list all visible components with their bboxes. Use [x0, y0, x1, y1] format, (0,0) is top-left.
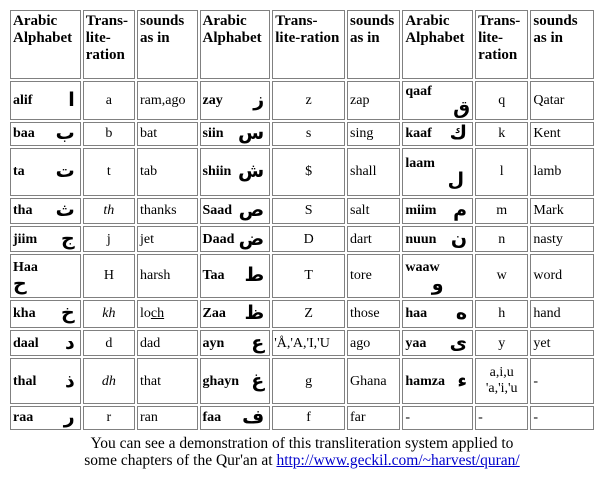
- sound-cell: Kent: [530, 122, 594, 146]
- letter-cell: [200, 226, 271, 252]
- letter-glyph: ظ: [244, 302, 265, 325]
- sound-cell: dart: [347, 226, 400, 252]
- sound-cell: far: [347, 406, 400, 430]
- transliteration-cell: h: [475, 300, 528, 328]
- letter-cell: [402, 358, 473, 404]
- letter-name: laam: [405, 155, 435, 171]
- letter-glyph: د: [64, 331, 75, 354]
- letter-cell: [200, 406, 271, 430]
- letter-cell: [402, 330, 473, 356]
- letter-cell: [402, 226, 473, 252]
- letter-name: tha: [13, 203, 33, 219]
- letter-cell: [402, 254, 473, 298]
- letter-glyph: غ: [251, 369, 265, 392]
- letter-glyph: ج: [61, 227, 75, 250]
- transliteration-cell: T: [272, 254, 345, 298]
- transliteration-cell: -: [475, 406, 528, 430]
- sound-text: lo: [140, 306, 151, 322]
- transliteration-cell: j: [83, 226, 135, 252]
- header-sounds-3: sounds as in: [530, 10, 594, 79]
- sound-cell: dad: [137, 330, 197, 356]
- letter-cell: [200, 358, 271, 404]
- letter-name: raa: [13, 410, 34, 426]
- sound-cell: that: [137, 358, 197, 404]
- letter-glyph: ر: [63, 406, 75, 429]
- letter-glyph: ح: [13, 272, 27, 295]
- letter-cell: [200, 81, 271, 120]
- header-sounds-1: sounds as in: [137, 10, 197, 79]
- table-row: [10, 330, 594, 356]
- transliteration-cell: y: [475, 330, 528, 356]
- table-row: [10, 300, 594, 328]
- sound-cell: ago: [347, 330, 400, 356]
- letter-glyph: ا: [68, 88, 75, 111]
- letter-glyph: ل: [447, 168, 465, 191]
- table-row: [10, 122, 594, 146]
- sound-cell: -: [530, 406, 594, 430]
- sound-text-underlined: ch: [150, 306, 165, 322]
- letter-cell: -: [402, 406, 473, 430]
- header-arabic-alphabet-1: Arabic Alphabet: [10, 10, 81, 79]
- transliteration-cell: l: [475, 148, 528, 196]
- alphabet-table: [8, 8, 596, 432]
- sound-cell: hand: [530, 300, 594, 328]
- transliteration-cell: m: [475, 198, 528, 224]
- transliteration-cell: th: [83, 198, 135, 224]
- sound-cell: jet: [137, 226, 197, 252]
- letter-name: jiim: [13, 231, 38, 247]
- transliteration-cell: k: [475, 122, 528, 146]
- letter-name: shiin: [202, 164, 232, 180]
- sound-cell: [137, 300, 197, 328]
- letter-name: faa: [202, 410, 222, 426]
- transliteration-cell: g: [272, 358, 345, 404]
- letter-cell: [10, 148, 81, 196]
- header-arabic-alphabet-3: Arabic Alphabet: [402, 10, 473, 79]
- letter-cell: [200, 330, 271, 356]
- letter-cell: [402, 300, 473, 328]
- letter-name: zay: [202, 92, 223, 108]
- table-row: [10, 406, 594, 430]
- letter-name: yaa: [405, 335, 427, 351]
- transliteration-line: 'a,'i,'u: [485, 381, 518, 397]
- transliteration-cell: a: [83, 81, 135, 120]
- sound-cell: ran: [137, 406, 197, 430]
- transliteration-cell: H: [83, 254, 135, 298]
- sound-cell: Qatar: [530, 81, 594, 120]
- transliteration-cell: dh: [83, 358, 135, 404]
- letter-glyph: ث: [55, 199, 75, 222]
- transliteration-cell: t: [83, 148, 135, 196]
- table-row: [10, 148, 594, 196]
- letter-glyph: ش: [238, 160, 265, 183]
- sound-cell: harsh: [137, 254, 197, 298]
- sound-cell: zap: [347, 81, 400, 120]
- letter-name: Haa: [13, 259, 38, 275]
- transliteration-cell: w: [475, 254, 528, 298]
- letter-glyph: ن: [450, 227, 468, 250]
- letter-glyph: ف: [242, 406, 265, 429]
- footer-line-2-text: some chapters of the Qur'an at: [84, 452, 277, 469]
- letter-name: alif: [13, 92, 33, 108]
- letter-cell: [10, 358, 81, 404]
- sound-cell: -: [530, 358, 594, 404]
- letter-name: waaw: [405, 259, 440, 275]
- letter-cell: [10, 254, 81, 298]
- letter-name: thal: [13, 373, 37, 389]
- transliteration-cell: f: [272, 406, 345, 430]
- sound-cell: lamb: [530, 148, 594, 196]
- letter-name: Taa: [202, 268, 225, 284]
- letter-glyph: ه: [455, 302, 468, 325]
- sound-cell: Mark: [530, 198, 594, 224]
- letter-name: Daad: [202, 231, 235, 247]
- letter-name: daal: [13, 335, 39, 351]
- letter-name: Zaa: [202, 306, 226, 322]
- footer-caption: [0, 435, 604, 469]
- sound-cell: tab: [137, 148, 197, 196]
- letter-cell: [402, 81, 473, 120]
- transliteration-cell: d: [83, 330, 135, 356]
- letter-glyph: م: [453, 199, 468, 222]
- transliteration-cell: Z: [272, 300, 345, 328]
- footer-line-1: You can see a demonstration of this transliteration system applied to: [90, 435, 514, 452]
- sound-cell: tore: [347, 254, 400, 298]
- sound-cell: ram,ago: [137, 81, 197, 120]
- letter-cell: [10, 198, 81, 224]
- letter-name: miim: [405, 203, 437, 219]
- letter-name: ta: [13, 164, 25, 180]
- transliteration-cell: 'Å,'A,'I,'U: [272, 330, 345, 356]
- letter-cell: [10, 300, 81, 328]
- letter-glyph: خ: [61, 302, 75, 325]
- letter-name: haa: [405, 306, 428, 322]
- letter-name: kha: [13, 306, 36, 322]
- transliteration-cell: r: [83, 406, 135, 430]
- transliteration-cell: q: [475, 81, 528, 120]
- table-row: [10, 254, 594, 298]
- header-transliteration-1: Trans-lite-ration: [83, 10, 135, 79]
- sound-cell: salt: [347, 198, 400, 224]
- header-arabic-alphabet-2: Arabic Alphabet: [200, 10, 271, 79]
- letter-glyph: ع: [251, 331, 265, 354]
- letter-cell: [200, 198, 271, 224]
- sound-cell: sing: [347, 122, 400, 146]
- transliteration-cell: [475, 358, 528, 404]
- letter-cell: [200, 254, 271, 298]
- quran-demo-link[interactable]: http://www.geckil.com/~harvest/quran/: [276, 452, 520, 469]
- letter-glyph: ض: [238, 227, 265, 250]
- letter-glyph: ذ: [64, 369, 75, 392]
- letter-cell: [10, 406, 81, 430]
- letter-cell: [200, 300, 271, 328]
- sound-cell: shall: [347, 148, 400, 196]
- letter-glyph: ص: [238, 199, 265, 222]
- letter-name: qaaf: [405, 84, 432, 100]
- letter-cell: [10, 81, 81, 120]
- letter-cell: [10, 122, 81, 146]
- transliteration-cell: S: [272, 198, 345, 224]
- transliteration-cell: s: [272, 122, 345, 146]
- transliteration-cell: kh: [83, 300, 135, 328]
- alphabet-table-container: [8, 8, 596, 432]
- letter-glyph: و: [431, 272, 444, 295]
- transliteration-cell: D: [272, 226, 345, 252]
- letter-name: siin: [202, 126, 224, 142]
- sound-cell: thanks: [137, 198, 197, 224]
- transliteration-cell: n: [475, 226, 528, 252]
- letter-name: ghayn: [202, 373, 240, 389]
- letter-name: baa: [13, 126, 35, 142]
- transliteration-cell: b: [83, 122, 135, 146]
- letter-cell: [402, 148, 473, 196]
- transliteration-line: a,i,u: [489, 365, 514, 381]
- sound-cell: word: [530, 254, 594, 298]
- sound-cell: nasty: [530, 226, 594, 252]
- letter-glyph: ك: [449, 122, 468, 145]
- transliteration-cell: z: [272, 81, 345, 120]
- header-sounds-2: sounds as in: [347, 10, 400, 79]
- sound-cell: bat: [137, 122, 197, 146]
- table-row: [10, 226, 594, 252]
- letter-name: Saad: [202, 203, 233, 219]
- table-row: [10, 81, 594, 120]
- letter-cell: [200, 148, 271, 196]
- letter-cell: [10, 330, 81, 356]
- header-transliteration-2: Trans-lite-ration: [272, 10, 345, 79]
- letter-cell: [402, 122, 473, 146]
- letter-glyph: ت: [55, 160, 75, 183]
- letter-name: hamza: [405, 373, 445, 389]
- letter-name: ayn: [202, 335, 225, 351]
- footer-line-2: [0, 452, 604, 469]
- header-row: [10, 10, 594, 79]
- letter-glyph: ط: [244, 264, 265, 287]
- letter-name: nuun: [405, 231, 437, 247]
- letter-glyph: ز: [253, 88, 265, 111]
- letter-cell: [10, 226, 81, 252]
- table-row: [10, 198, 594, 224]
- sound-cell: those: [347, 300, 400, 328]
- sound-cell: yet: [530, 330, 594, 356]
- sound-cell: Ghana: [347, 358, 400, 404]
- letter-cell: [402, 198, 473, 224]
- letter-glyph: ء: [457, 369, 468, 392]
- letter-cell: [200, 122, 271, 146]
- letter-glyph: ى: [449, 331, 468, 354]
- letter-name: kaaf: [405, 126, 432, 142]
- letter-glyph: س: [238, 122, 265, 145]
- transliteration-cell: $: [272, 148, 345, 196]
- letter-glyph: ب: [55, 122, 75, 145]
- letter-glyph: ق: [453, 97, 471, 120]
- header-transliteration-3: Trans-lite-ration: [475, 10, 528, 79]
- table-row: [10, 358, 594, 404]
